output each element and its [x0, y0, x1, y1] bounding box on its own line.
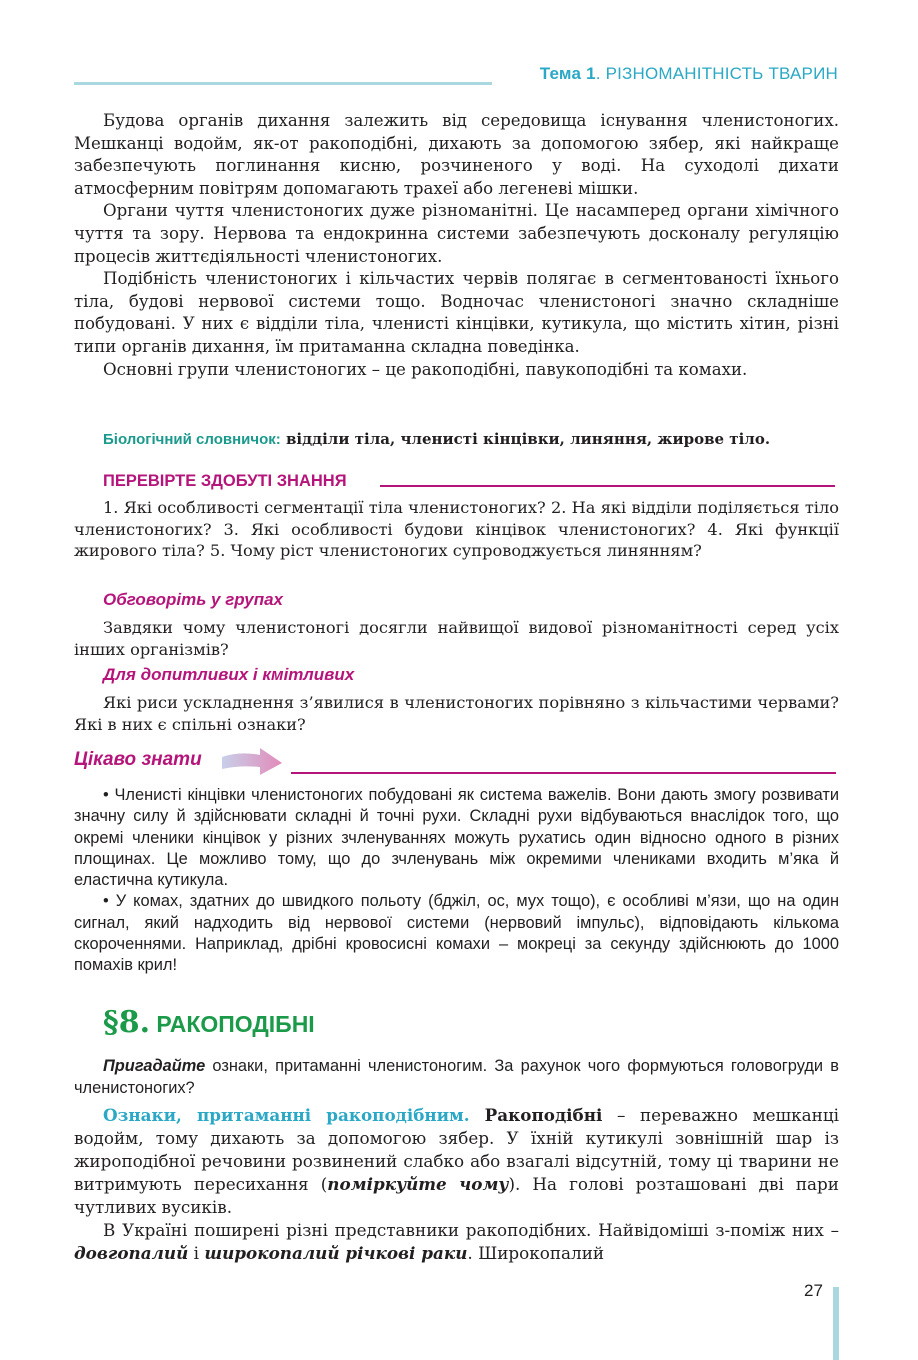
- page-edge-bar: [833, 1287, 839, 1360]
- vocabulary-terms: відділи тіла, членисті кінцівки, линяння, жирове тіло.: [280, 430, 771, 448]
- topic-label: Тема 1: [539, 64, 596, 83]
- body-paragraph: [74, 1104, 839, 1219]
- body-text: і: [188, 1243, 205, 1263]
- body-text: . Широкопалий: [467, 1243, 605, 1263]
- body-text: – переважно мешканці водойм, тому дихають за допомогою зябер. У їхній кутикулі зовнішній шар із жироподібної речовини розвинений слабко або взагалі відсутній, тому ці тварини не витримують пересихання (: [74, 1105, 839, 1194]
- interesting-item: • Членисті кінцівки членистоногих побудовані як система важелів. Вони дають змогу розвивати значну силу й здійснювати складні й точні рухи. Складні рухи відбуваються внаслідок того, що окремі членики кінцівок у різних зчленуваннях можуть рухатись один відносно одного в різних площинах. Це можливо тому, що до зчленувань між окремими члениками входить м’яка й еластична кутикула.: [74, 786, 839, 890]
- interesting-rule: [291, 772, 836, 774]
- section-number: §8.: [103, 1005, 151, 1040]
- intro-text: [74, 110, 839, 381]
- curious-text: [74, 692, 839, 735]
- interesting-text: [74, 785, 839, 977]
- recall-prompt: [74, 1056, 839, 1099]
- body-text: В Україні поширені різні представники ракоподібних. Найвідоміші з-поміж них –: [103, 1220, 839, 1240]
- curious-heading: Для допитливих і кмітливих: [103, 665, 355, 684]
- running-header: [540, 64, 838, 84]
- curious-question: Які риси ускладнення з’явилися в членистоногих порівняно з кільчастими червами? Які в них є спільні ознаки?: [74, 693, 839, 734]
- discuss-question: Завдяки чому членистоногі досягли найвищої видової різноманітності серед усіх інших організмів?: [74, 618, 839, 659]
- check-knowledge-rule: [380, 485, 835, 487]
- intro-paragraph: Будова органів дихання залежить від середовища існування членистоногих. Мешканці водойм, як-от ракоподібні, дихають за допомогою зябер, які найкраще забезпечують поглинання кисню, розчиненого у воді. На суходолі дихати атмосферним повітрям допомагають трахеї або легеневі мішки.: [74, 111, 839, 198]
- section-name: РАКОПОДІБНІ: [150, 1011, 315, 1037]
- check-knowledge-heading: ПЕРЕВІРТЕ ЗДОБУТІ ЗНАННЯ: [103, 472, 347, 490]
- body-paragraph: [74, 1219, 839, 1265]
- intro-paragraph: Подібність членистоногих і кільчастих червів полягає в сегментованості їхнього тіла, будові нервової системи тощо. Водночас членистоногі значно складніше побудовані. У них є відділи тіла, членисті кінцівки, кутикула, що містить хітин, різні типи органів дихання, їм притаманна складна поведінка.: [74, 269, 839, 356]
- section-body: [74, 1104, 839, 1265]
- body-term: широкопалий річкові раки: [204, 1243, 468, 1263]
- interesting-heading: Цікаво знати: [74, 749, 202, 770]
- topic-title: . РІЗНОМАНІТНІСТЬ ТВАРИН: [595, 64, 838, 83]
- vocabulary-label: Біологічний словничок: [103, 431, 276, 448]
- recall-lead: Пригадайте: [103, 1057, 206, 1075]
- discuss-heading: Обговоріть у групах: [103, 590, 283, 609]
- section-title: [103, 1005, 315, 1040]
- intro-paragraph: Основні групи членистоногих – це ракоподібні, павукоподібні та комахи.: [103, 359, 748, 379]
- body-term: довгопалий: [74, 1243, 189, 1263]
- vocabulary-line: [103, 430, 770, 448]
- check-knowledge-text: [74, 497, 839, 562]
- discuss-text: [74, 617, 839, 660]
- intro-paragraph: Органи чуття членистоногих дуже різноманітні. Це насамперед органи хімічного чуття та зору. Нервова та ендокринна системи забезпечують досконалу регуляцію процесів життєдіяльності членистоногих.: [74, 201, 839, 266]
- body-text: ). На голові розташовані дві пари чутливих вусиків.: [74, 1174, 839, 1217]
- recall-text: ознаки, притаманні членистоногим. За рахунок чого формуються головогруди в членистоногих?: [74, 1057, 839, 1097]
- check-knowledge-questions: 1. Які особливості сегментації тіла членистоногих? 2. На які відділи поділяється тіло членистоногих? 3. Які особливості будови кінцівок членистоногих? 4. Які функції жирового тіла? 5. Чому ріст членистоногих супроводжується линянням?: [74, 498, 839, 560]
- header-rule: [74, 82, 492, 85]
- body-italic: поміркуйте чому: [327, 1174, 509, 1194]
- arrow-icon: [220, 745, 284, 777]
- vocabulary-colon: :: [275, 431, 281, 448]
- interesting-item: • У комах, здатних до швидкого польоту (бджіл, ос, мух тощо), є особливі м’язи, що на один сигнал, який надходить від нервової системи (нервовий імпульс), відповідають кількома скороченнями. Наприклад, дрібні кровосисні комахи – мокреці за секунду здійснюють до 1000 помахів крил!: [74, 892, 839, 975]
- body-term: Ракоподібні: [469, 1105, 603, 1125]
- page-number: 27: [804, 1281, 823, 1300]
- subsection-heading: Ознаки, притаманні ракоподібним.: [103, 1105, 470, 1125]
